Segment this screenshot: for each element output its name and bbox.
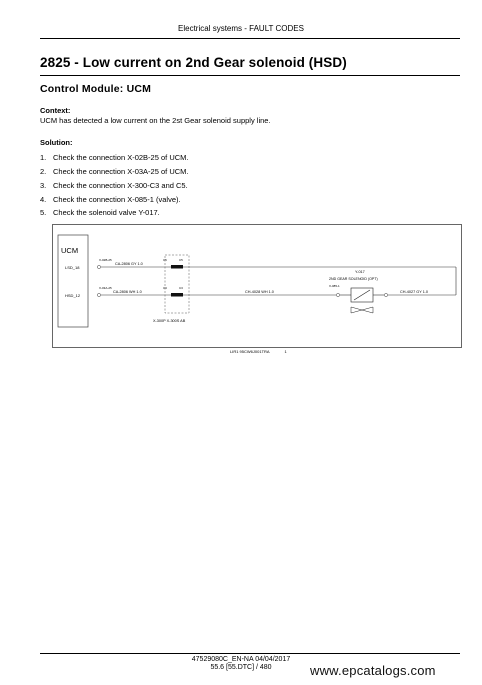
step-number: 1.	[40, 153, 47, 162]
ucm-bottom-connector: X-03A-25	[99, 286, 112, 290]
step-number: 2.	[40, 167, 47, 176]
ucm-bottom-pin	[97, 293, 100, 296]
solenoid-id: Y-017	[355, 270, 365, 274]
step-text: Check the connection X-300-C3 and C5.	[53, 181, 188, 190]
ucm-top-connector: X-02B-25	[99, 258, 112, 262]
page-header: Electrical systems - FAULT CODES	[178, 24, 304, 33]
connector-top-plug	[171, 265, 183, 269]
solution-step	[40, 181, 188, 190]
ucm-label: UCM	[61, 246, 79, 255]
page-number: 55.6 [55.DTC] / 480	[210, 664, 272, 671]
valve-symbol-icon	[351, 307, 373, 313]
pin-lsd-label: LSD_18	[65, 265, 80, 270]
solution-step	[40, 153, 188, 162]
pin-c3-right: C3	[179, 286, 183, 290]
diagram-ref-number: 1	[284, 349, 287, 354]
ucm-top-pin	[97, 265, 100, 268]
wiring-diagram	[52, 224, 462, 348]
fault-code-title: 2825 - Low current on 2nd Gear solenoid (HSD)	[40, 55, 347, 70]
watermark-link[interactable]: www.epcatalogs.com	[310, 663, 436, 678]
step-text: Check the connection X-03A-25 of UCM.	[53, 167, 189, 176]
document-reference: 47529080C_EN-NA 04/04/2017	[191, 656, 291, 663]
wire-right-label: CH-4027 GY 1.0	[400, 290, 429, 294]
pin-c3-left: C3	[163, 286, 167, 290]
step-number: 5.	[40, 208, 47, 217]
footer-rule	[40, 653, 460, 654]
connector-bottom-plug	[171, 293, 183, 297]
solution-step	[40, 167, 188, 176]
pin-c5-right: C5	[179, 258, 183, 262]
step-text: Check the connection X-085-1 (valve).	[53, 195, 181, 204]
control-module-heading: Control Module: UCM	[40, 83, 152, 95]
wire-top-label: CA-2806 GY 1.0	[115, 262, 143, 266]
solenoid-pin-left	[336, 293, 339, 296]
solenoid-name: 2ND GEAR SOLENOID (OPT)	[329, 277, 378, 281]
header-rule	[40, 38, 460, 39]
step-number: 3.	[40, 181, 47, 190]
pin-hsd-label: HSD_12	[65, 293, 81, 298]
connector-label: X-300P X-300S AB	[153, 319, 186, 323]
step-text: Check the solenoid valve Y-017.	[53, 208, 160, 217]
wire-bottom-label: CA-2806 WH 1.0	[113, 290, 142, 294]
wire-mid-label: CH-4028 WH 1.0	[245, 290, 274, 294]
diagram-reference	[230, 349, 287, 354]
diagram-ref-code: LIR1 95CW6J001TRA	[230, 349, 270, 354]
context-text: UCM has detected a low current on the 2st Gear solenoid supply line.	[40, 116, 271, 125]
solution-step	[40, 208, 160, 217]
solenoid-pin-right	[384, 293, 387, 296]
solution-step	[40, 195, 181, 204]
step-number: 4.	[40, 195, 47, 204]
pin-c5-left: C5	[163, 258, 167, 262]
step-text: Check the connection X-02B-25 of UCM.	[53, 153, 189, 162]
solenoid-coil-slash	[354, 290, 370, 300]
solution-label: Solution:	[40, 138, 73, 147]
connector-housing	[165, 255, 189, 313]
valve-connector: X-085-1	[329, 284, 340, 288]
wiring-diagram-svg	[53, 225, 461, 347]
title-rule	[40, 75, 460, 76]
context-label: Context:	[40, 106, 71, 115]
